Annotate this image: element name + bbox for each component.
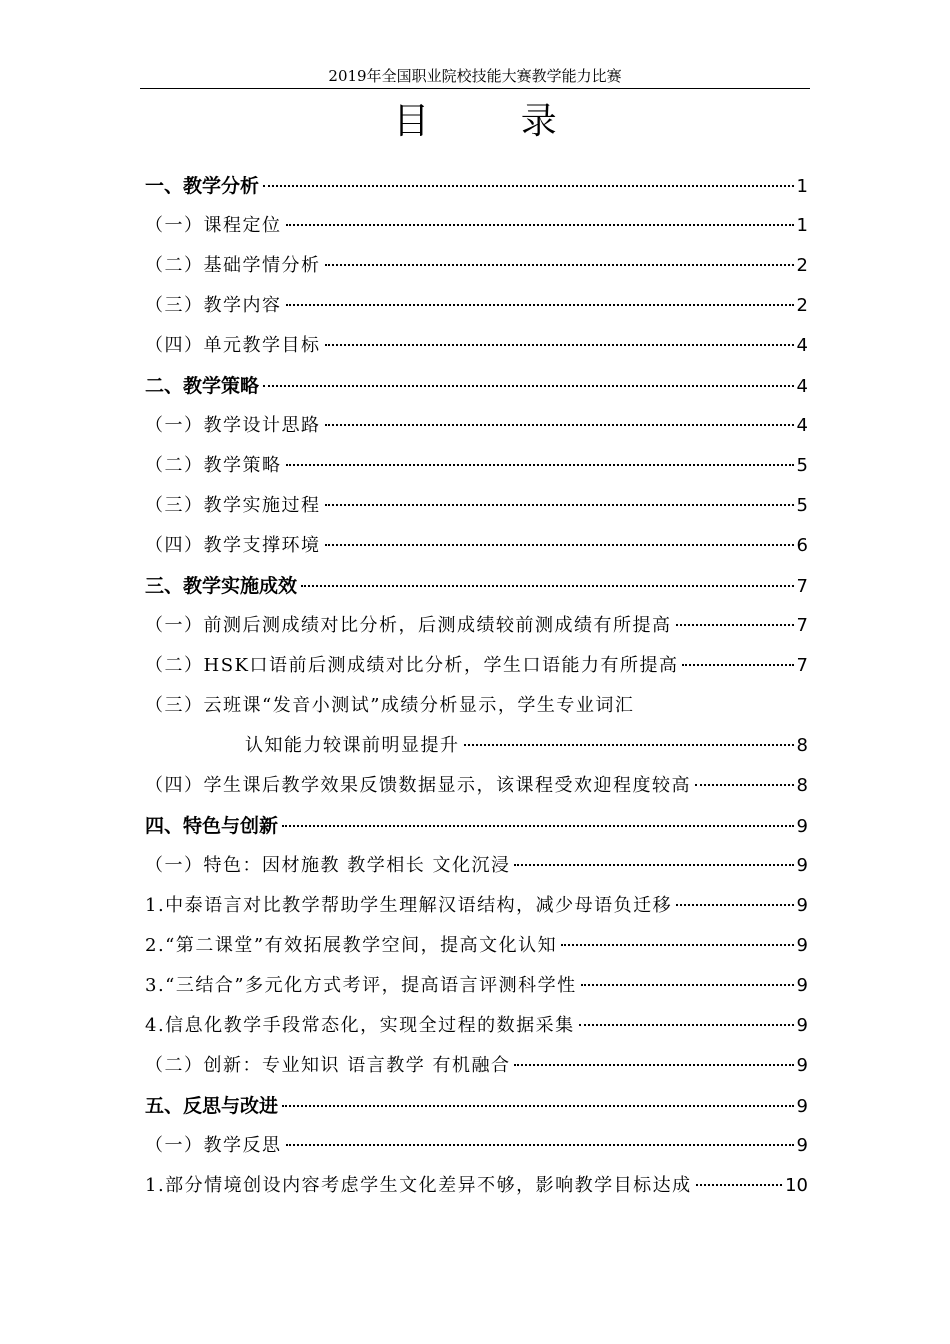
toc-entry-text: 一、教学分析	[145, 175, 260, 197]
toc-entry-text: 五、反思与改进	[145, 1095, 279, 1117]
toc-entry-text: 1.中泰语言对比教学帮助学生理解汉语结构，减少母语负迁移	[145, 895, 673, 916]
toc-entry-text: （三）教学内容	[145, 295, 282, 316]
dot-leader	[282, 1105, 794, 1107]
toc-entry-text: 认知能力较课前明显提升	[245, 735, 460, 756]
dot-leader	[676, 624, 794, 626]
toc-entry-text: （二）创新：专业知识 语言教学 有机融合	[145, 1055, 511, 1076]
toc-entry-text: 三、教学实施成效	[145, 575, 298, 597]
toc-entry-text: （二）HSK口语前后测成绩对比分析，学生口语能力有所提高	[145, 655, 679, 676]
toc-page-number: 9	[796, 1096, 808, 1117]
toc-entry[interactable]	[145, 926, 808, 966]
toc-entry-text: 4.信息化教学手段常态化，实现全过程的数据采集	[145, 1015, 575, 1036]
dot-leader	[579, 1024, 794, 1026]
toc-page-number: 8	[796, 735, 808, 756]
toc-entry[interactable]	[145, 806, 808, 846]
dot-leader	[514, 1064, 793, 1066]
toc-entry[interactable]	[145, 766, 808, 806]
toc-entry-text: 2.“第二课堂”有效拓展教学空间，提高文化认知	[145, 935, 558, 956]
toc-entry-text: （三）教学实施过程	[145, 495, 321, 516]
dot-leader	[696, 1184, 782, 1186]
dot-leader	[286, 224, 794, 226]
dot-leader	[282, 825, 794, 827]
toc-page-number: 1	[796, 215, 808, 236]
toc-entry[interactable]	[145, 166, 808, 206]
dot-leader	[263, 385, 794, 387]
toc-page-number: 10	[785, 1175, 808, 1196]
toc-page-number: 9	[796, 895, 808, 916]
toc-entry-text: （二）教学策略	[145, 455, 282, 476]
toc-entry[interactable]	[145, 886, 808, 926]
dot-leader	[676, 904, 793, 906]
toc-entry-text: （一）特色：因材施教 教学相长 文化沉浸	[145, 855, 511, 876]
dot-leader	[325, 424, 794, 426]
toc-page-number: 7	[796, 655, 808, 676]
toc-page-number: 9	[796, 935, 808, 956]
dot-leader	[464, 744, 794, 746]
toc-entry[interactable]	[145, 446, 808, 486]
toc-page-number: 9	[796, 855, 808, 876]
toc-entry-text: （四）单元教学目标	[145, 335, 321, 356]
dot-leader	[301, 585, 794, 587]
page-header: 2019年全国职业院校技能大赛教学能力比赛	[328, 67, 622, 85]
toc-entry[interactable]	[145, 1166, 808, 1206]
toc-entry-text: （一）教学设计思路	[145, 415, 321, 436]
toc-entry[interactable]	[145, 246, 808, 286]
toc-page-number: 2	[796, 255, 808, 276]
dot-leader	[325, 264, 794, 266]
toc-entry[interactable]	[145, 1086, 808, 1126]
toc-entry[interactable]	[145, 526, 808, 566]
toc-page-number: 9	[796, 1015, 808, 1036]
dot-leader	[286, 1144, 794, 1146]
toc-page-number: 4	[796, 415, 808, 436]
dot-leader	[325, 544, 794, 546]
toc-page-number: 8	[796, 775, 808, 796]
dot-leader	[263, 185, 794, 187]
toc-entry-text: （一）前测后测成绩对比分析，后测成绩较前测成绩有所提高	[145, 615, 672, 636]
toc-page-number: 4	[796, 376, 808, 397]
toc-entry[interactable]	[145, 646, 808, 686]
toc-entry[interactable]	[145, 966, 808, 1006]
toc-page-number: 9	[796, 816, 808, 837]
dot-leader	[325, 504, 794, 506]
toc-entry-text: 3.“三结合”多元化方式考评，提高语言评测科学性	[145, 975, 577, 996]
toc-page-number: 5	[796, 495, 808, 516]
table-of-contents	[145, 166, 808, 1206]
toc-entry-text: （一）教学反思	[145, 1135, 282, 1156]
toc-entry[interactable]	[145, 566, 808, 606]
header-divider	[140, 88, 810, 89]
toc-entry[interactable]	[145, 726, 808, 766]
dot-leader	[514, 864, 793, 866]
toc-entry[interactable]	[145, 206, 808, 246]
toc-entry[interactable]	[145, 366, 808, 406]
toc-entry-text: 1.部分情境创设内容考虑学生文化差异不够，影响教学目标达成	[145, 1175, 692, 1196]
toc-entry[interactable]	[145, 286, 808, 326]
toc-page-number: 4	[796, 335, 808, 356]
toc-entry-text: （一）课程定位	[145, 215, 282, 236]
toc-page-number: 5	[796, 455, 808, 476]
toc-entry-text: 二、教学策略	[145, 375, 260, 397]
toc-page-number: 7	[796, 615, 808, 636]
toc-entry-text: （四）学生课后教学效果反馈数据显示，该课程受欢迎程度较高	[145, 775, 691, 796]
toc-entry-text: （三）云班课“发音小测试”成绩分析显示，学生专业词汇	[145, 695, 635, 716]
toc-page-number: 9	[796, 1055, 808, 1076]
toc-page-number: 9	[796, 1135, 808, 1156]
toc-entry[interactable]	[145, 846, 808, 886]
toc-page-number: 1	[796, 176, 808, 197]
toc-entry[interactable]	[145, 606, 808, 646]
dot-leader	[325, 344, 794, 346]
toc-entry[interactable]	[145, 686, 808, 726]
toc-entry[interactable]	[145, 326, 808, 366]
toc-entry[interactable]	[145, 406, 808, 446]
toc-entry[interactable]	[145, 1006, 808, 1046]
page-title: 目 录	[393, 101, 597, 142]
toc-entry-text: （二）基础学情分析	[145, 255, 321, 276]
toc-page-number: 6	[796, 535, 808, 556]
dot-leader	[561, 944, 793, 946]
dot-leader	[581, 984, 794, 986]
dot-leader	[682, 664, 793, 666]
dot-leader	[695, 784, 794, 786]
toc-entry[interactable]	[145, 1046, 808, 1086]
toc-entry[interactable]	[145, 1126, 808, 1166]
dot-leader	[286, 304, 794, 306]
toc-page-number: 2	[796, 295, 808, 316]
toc-entry[interactable]	[145, 486, 808, 526]
toc-page-number: 7	[796, 576, 808, 597]
toc-entry-text: （四）教学支撑环境	[145, 535, 321, 556]
dot-leader	[286, 464, 794, 466]
toc-page-number: 9	[796, 975, 808, 996]
toc-entry-text: 四、特色与创新	[145, 815, 279, 837]
